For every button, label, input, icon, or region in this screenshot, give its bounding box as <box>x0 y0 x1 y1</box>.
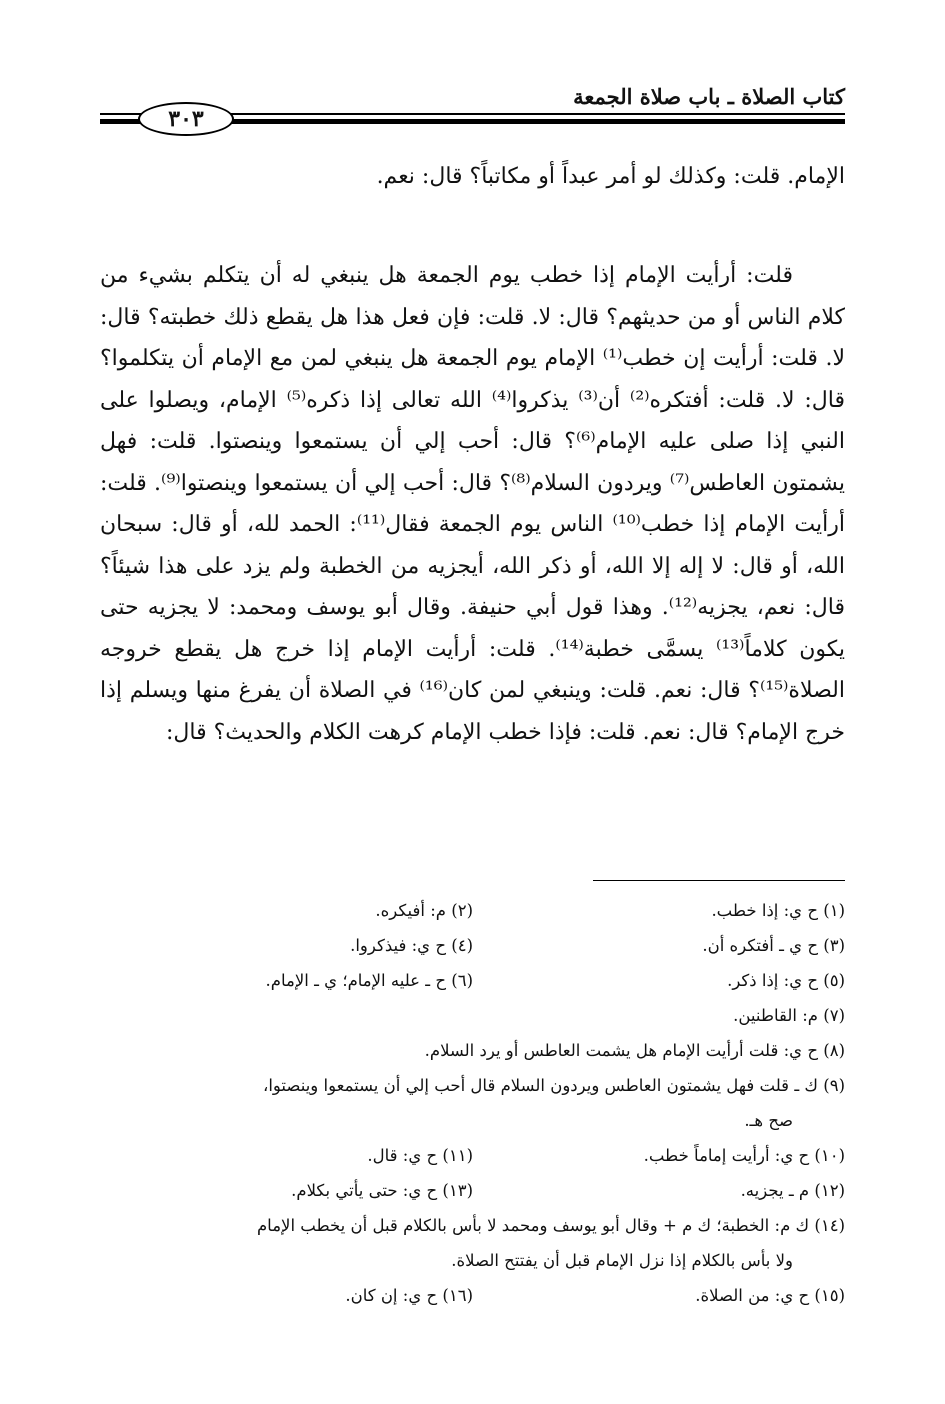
footnote-4: (٤) ح ي: فيذكروا. <box>350 936 473 955</box>
footnote-14: (١٤) ك م: الخطبة؛ ك م + وقال أبو يوسف ومحمد لا بأس بالكلام قبل أن يخطب الإمام <box>256 1216 845 1235</box>
footnote-2: (٢) م: أفيكره. <box>375 901 473 920</box>
footnotes <box>100 893 845 1313</box>
page-number: ٣٠٣ <box>138 102 234 136</box>
footnote-1: (١) ح ي: إذا خطب. <box>711 901 845 920</box>
footnote-14-continued: ولا بأس بالكلام إذا نزل الإمام قبل أن يفتتح الصلاة. <box>451 1251 793 1270</box>
footnote-6: (٦) ح ـ عليه الإمام؛ ي ـ الإمام. <box>265 971 473 990</box>
footnote-5: (٥) ح ي: إذا ذكر. <box>727 971 845 990</box>
footnote-8: (٨) ح ي: قلت أرأيت الإمام هل يشمت العاطس أو يرد السلام. <box>424 1041 845 1060</box>
footnote-11: (١١) ح ي: قال. <box>367 1146 473 1165</box>
footnote-9: (٩) ك ـ قلت فهل يشمتون العاطس ويردون السلام قال أحب إلي أن يستمعوا وينصتوا، <box>263 1076 845 1095</box>
footnote-9-continued: صح هـ. <box>744 1111 793 1130</box>
footnote-12: (١٢) م ـ يجزيه. <box>740 1181 845 1200</box>
footnote-separator <box>593 880 845 881</box>
opening-line: الإمام. قلت: وكذلك لو أمر عبداً أو مكاتباً؟ قال: نعم. <box>376 164 845 189</box>
footnote-3: (٣) ح ي ـ أفتكره أن. <box>702 936 845 955</box>
footnote-13: (١٣) ح ي: حتى يأتي بكلام. <box>291 1181 473 1200</box>
running-title: كتاب الصلاة ـ باب صلاة الجمعة <box>573 84 845 109</box>
footnote-7: (٧) م: القاطنين. <box>733 1006 845 1025</box>
footnote-16: (١٦) ح ي: إن كان. <box>345 1286 473 1305</box>
footnote-15: (١٥) ح ي: من الصلاة. <box>695 1286 845 1305</box>
main-paragraph: قلت: أرأيت الإمام إذا خطب يوم الجمعة هل ينبغي له أن يتكلم بشيء من كلام الناس أو من حديثهم؟ قال: لا. قلت: فإن فعل هذا هل يقطع ذلك خطبته؟ قال: لا. قلت: أرأيت إن خطب⁽¹⁾ الإمام يوم الجمعة هل ينبغي لمن مع الإمام أن يتكلموا؟ قال: لا. قلت: أفتكره⁽²⁾ أن⁽³⁾ يذكروا⁽⁴⁾ الله تعالى إذا ذكره⁽⁵⁾ الإمام، ويصلوا على النبي إذا صلى عليه الإمام⁽⁶⁾؟ قال: أحب إلي أن يستمعوا وينصتوا. قلت: فهل يشمتون العاطس⁽⁷⁾ ويردون السلام⁽⁸⁾؟ قال: أحب إلي أن يستمعوا وينصتوا⁽⁹⁾. قلت: أرأيت الإمام إذا خطب⁽¹⁰⁾ الناس يوم الجمعة فقال⁽¹¹⁾: الحمد لله، أو قال: سبحان الله، أو قال: لا إله إلا الله، أو ذكر الله، أيجزيه من الخطبة ولم يزد على هذا شيئاً؟ قال: نعم، يجزيه⁽¹²⁾. وهذا قول أبي حنيفة. وقال أبو يوسف ومحمد: لا يجزيه حتى يكون كلاماً⁽¹³⁾ يسمَّى خطبة⁽¹⁴⁾. قلت: أرأيت الإمام إذا خرج هل يقطع خروجه الصلاة⁽¹⁵⁾؟ قال: نعم. قلت: وينبغي لمن كان⁽¹⁶⁾ في الصلاة أن يفرغ منها ويسلم إذا خرج الإمام؟ قال: نعم. قلت: فإذا خطب الإمام كرهت الكلام والحديث؟ قال: <box>100 263 845 745</box>
main-text <box>100 255 845 753</box>
footnote-10: (١٠) ح ي: أرأيت إماماً خطب. <box>643 1146 845 1165</box>
page-header <box>100 80 845 130</box>
